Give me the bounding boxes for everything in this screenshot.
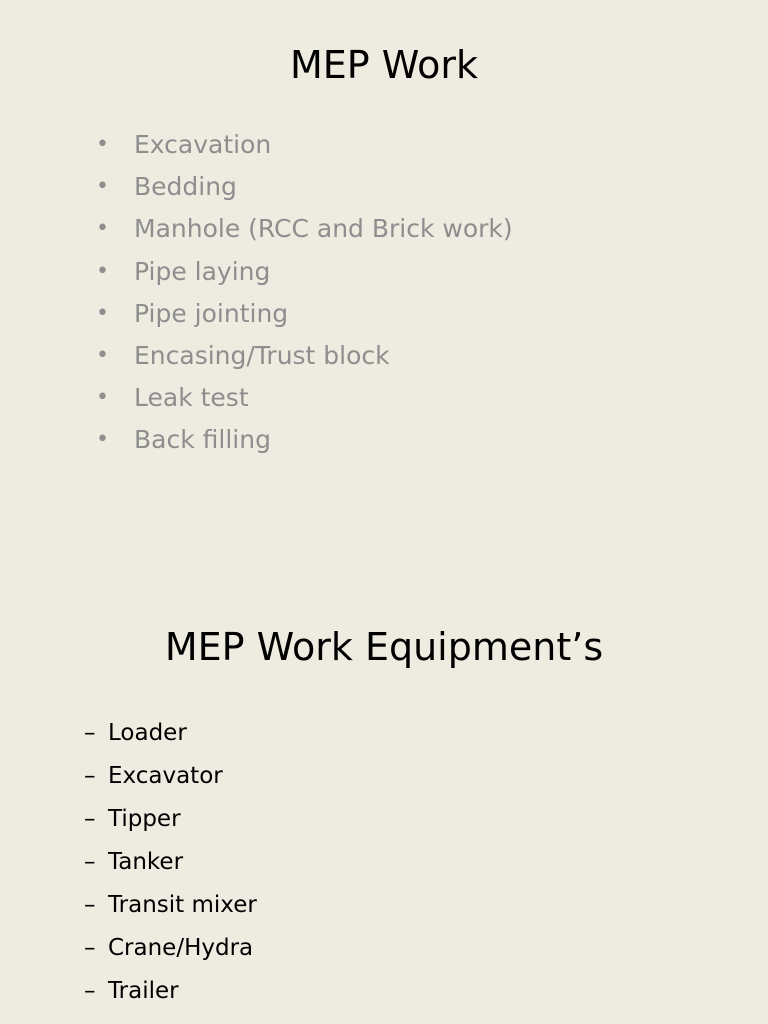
dash-icon: – [84, 763, 96, 789]
list-item [0, 927, 768, 970]
list-item-label: Manhole (RCC and Brick work) [134, 214, 513, 244]
section-title-mep-work: MEP Work [289, 43, 478, 87]
list-item [0, 712, 768, 755]
dash-icon: – [84, 978, 96, 1004]
bullet-icon: • [96, 258, 109, 284]
section-title-equipment: MEP Work Equipment’s [164, 625, 604, 669]
dash-icon: – [84, 806, 96, 832]
list-item-label: Trailer [108, 978, 179, 1004]
bullet-icon: • [96, 342, 109, 368]
list-item [0, 208, 768, 250]
dash-icon: – [84, 892, 96, 918]
list-item [0, 798, 768, 841]
mep-work-bullet-list [0, 124, 768, 462]
list-item-label: Tanker [108, 849, 184, 875]
bullet-icon: • [96, 216, 109, 242]
bullet-icon: • [96, 427, 109, 453]
dash-icon: – [84, 935, 96, 961]
list-item [0, 335, 768, 377]
bullet-icon: • [96, 385, 109, 411]
list-item-label: Pipe laying [134, 256, 271, 286]
list-item-label: Excavator [108, 763, 223, 789]
list-item [0, 884, 768, 927]
list-item-label: Tipper [108, 806, 181, 832]
bullet-icon: • [96, 174, 109, 200]
list-item [0, 251, 768, 293]
equipment-dash-list [0, 712, 768, 1013]
dash-icon: – [84, 849, 96, 875]
list-item-label: Loader [108, 720, 187, 746]
bullet-icon: • [96, 300, 109, 326]
list-item [0, 124, 768, 166]
list-item [0, 377, 768, 419]
list-item-label: Pipe jointing [134, 298, 289, 328]
list-item-label: Encasing/Trust block [134, 340, 390, 370]
list-item [0, 419, 768, 461]
list-item-label: Leak test [134, 383, 249, 413]
list-item [0, 841, 768, 884]
list-item-label: Back filling [134, 425, 271, 455]
dash-icon: – [84, 720, 96, 746]
list-item-label: Excavation [134, 130, 272, 159]
list-item [0, 293, 768, 335]
list-item-label: Transit mixer [108, 892, 257, 918]
list-item-label: Crane/Hydra [108, 935, 254, 961]
list-item [0, 755, 768, 798]
bullet-icon: • [96, 132, 109, 157]
list-item [0, 970, 768, 1013]
list-item [0, 166, 768, 208]
list-item-label: Bedding [134, 172, 237, 202]
